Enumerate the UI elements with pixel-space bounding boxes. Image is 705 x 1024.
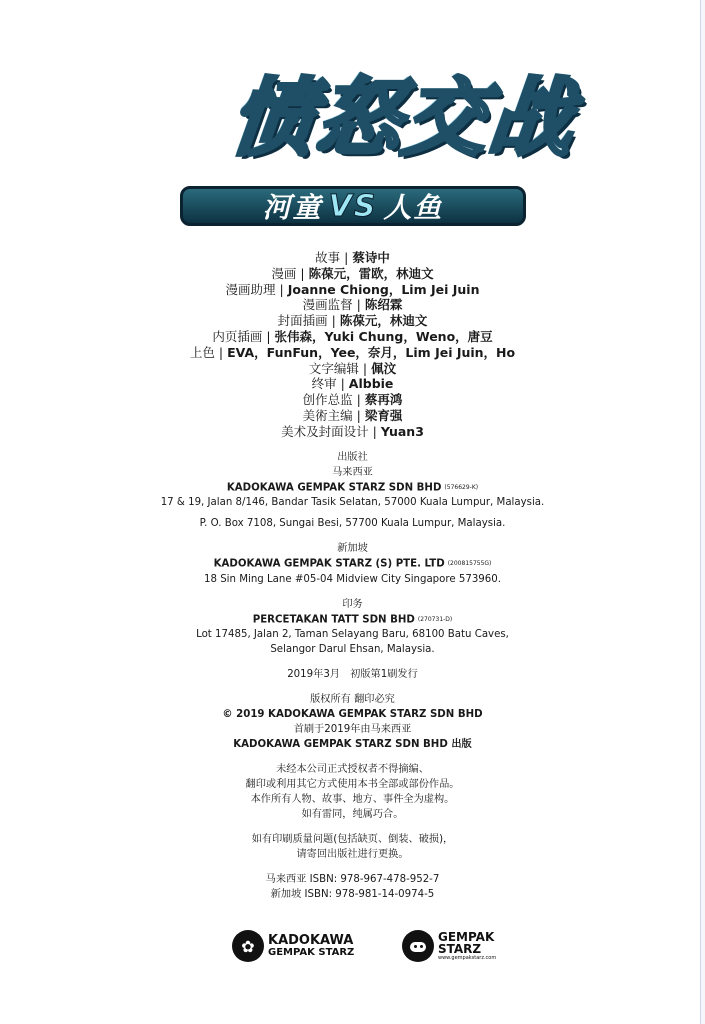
credit-separator: |	[300, 265, 305, 281]
credit-line	[0, 345, 705, 361]
credit-separator: |	[340, 376, 345, 392]
printer-address-2: Selangor Darul Ehsan, Malaysia.	[270, 644, 435, 656]
credit-names: 梁育强	[364, 407, 403, 423]
singapore-address: 18 Sin Ming Lane #05-04 Midview City Singapore 573960.	[204, 573, 501, 585]
isbn-malaysia: 马来西亚 ISBN: 978-967-478-952-7	[265, 874, 440, 886]
copyright-line-2: © 2019 KADOKAWA GEMPAK STARZ SDN BHD	[222, 709, 483, 721]
credit-line	[0, 424, 705, 440]
credit-line	[0, 329, 705, 345]
notice-line-4: 如有雷同，纯属巧合。	[301, 809, 404, 821]
credit-names: 陈绍霖	[364, 297, 403, 313]
subtitle-left: 河童	[262, 191, 323, 224]
credit-names: 张伟森，Yuki Chung，Weno，唐豆	[274, 328, 493, 344]
gempak-wordmark	[438, 931, 496, 962]
credit-role: 文字编辑	[308, 360, 359, 376]
printer-reg-no: (270731-D)	[417, 615, 453, 623]
isbn-singapore: 新加坡 ISBN: 978-981-14-0974-5	[270, 889, 435, 901]
credit-names: EVA，FunFun，Yee，奈月，Lim Jei Juin，Ho	[227, 344, 516, 360]
publisher-address-1: 17 & 19, Jalan 8/146, Bandar Tasik Selatan, 57000 Kuala Lumpur, Malaysia.	[160, 497, 545, 509]
credit-separator: |	[266, 328, 271, 344]
credit-list	[0, 250, 705, 440]
publisher-company-name: KADOKAWA GEMPAK STARZ SDN BHD	[226, 482, 442, 494]
printer-heading: 印务	[342, 598, 363, 610]
credit-line	[0, 376, 705, 392]
credit-role: 封面插画	[277, 313, 328, 329]
notice-line-2: 翻印或利用其它方式使用本书全部或部份作品。	[245, 779, 460, 791]
gempak-starz-logo	[402, 930, 496, 962]
copyright-line-4: KADOKAWA GEMPAK STARZ SDN BHD 出版	[233, 739, 472, 751]
defects-line-1: 如有印刷质量问题(包括缺页、倒装、破损)，	[251, 834, 454, 846]
singapore-company	[0, 556, 705, 572]
credit-separator: |	[372, 423, 377, 439]
credit-line	[0, 361, 705, 377]
publisher-company	[0, 480, 705, 496]
credit-role: 内页插画	[212, 328, 263, 344]
gempak-url: www.gempakstarz.com	[438, 954, 497, 961]
credit-line	[0, 266, 705, 282]
singapore-reg-no: (200815755G)	[447, 560, 492, 568]
credit-line	[0, 408, 705, 424]
credit-line	[0, 250, 705, 266]
credit-role: 漫画	[271, 265, 297, 281]
kadokawa-line-1: KADOKAWA	[268, 932, 354, 948]
credit-role: 故事	[315, 250, 341, 265]
title-logo-text: 愤怒交战	[225, 69, 581, 167]
credit-separator: |	[218, 344, 224, 360]
credit-names: Yuan3	[380, 423, 424, 439]
credit-line	[0, 297, 705, 313]
credit-role: 美术及封面设计	[281, 423, 369, 439]
kadokawa-line-2: GEMPAK STARZ	[268, 946, 355, 958]
credit-names: 蔡再鸿	[364, 392, 403, 408]
printer-company	[0, 612, 705, 628]
singapore-company-name: KADOKAWA GEMPAK STARZ (S) PTE. LTD	[213, 558, 445, 570]
publisher-address-2: P. O. Box 7108, Sungai Besi, 57700 Kuala Lumpur, Malaysia.	[199, 518, 506, 530]
kadokawa-logo	[232, 930, 354, 962]
printer-company-name: PERCETAKAN TATT SDN BHD	[252, 614, 415, 626]
publisher-heading: 出版社	[337, 451, 368, 463]
credit-line	[0, 313, 705, 329]
gempak-line-1: GEMPAK	[438, 929, 495, 944]
copyright-line-1: 版权所有 翻印必究	[310, 694, 395, 706]
credit-names: 陈葆元，雷欧，林迪文	[308, 265, 434, 281]
credit-names: 蔡诗中	[352, 250, 390, 265]
brand-logos	[232, 930, 512, 970]
kadokawa-emblem-icon: ✿	[232, 930, 264, 962]
credit-separator: |	[362, 360, 368, 376]
credit-role: 终审	[311, 376, 337, 392]
title-logo-subtitle	[180, 186, 526, 226]
credit-separator: |	[331, 313, 336, 329]
credit-separator: |	[356, 392, 361, 408]
defects-line-2: 请寄回出版社进行更换。	[296, 849, 409, 861]
credit-names: Joanne Chiong，Lim Jei Juin	[287, 281, 480, 297]
gempak-line-2: STARZ	[438, 941, 482, 956]
credit-separator: |	[356, 407, 361, 423]
credit-names: 陈葆元，林迪文	[339, 313, 428, 329]
publisher-reg-no: (576629-K)	[444, 483, 479, 491]
credit-names: Albbie	[348, 376, 394, 392]
credit-role: 漫画监督	[302, 297, 353, 313]
credit-line	[0, 282, 705, 298]
singapore-heading: 新加坡	[337, 543, 368, 555]
credit-separator: |	[344, 250, 349, 265]
notice-line-1: 未经本公司正式授权者不得摘编、	[276, 764, 429, 776]
copyright-line-3: 首刷于2019年由马来西亚	[293, 724, 412, 736]
notice-line-3: 本作所有人物、故事、地方、事件全为虚构。	[250, 794, 455, 806]
colophon	[0, 250, 705, 902]
credit-names: 佩汶	[371, 360, 397, 376]
gempak-mascot-icon	[402, 930, 434, 962]
title-logo	[78, 68, 678, 238]
credit-role: 美術主编	[302, 407, 353, 423]
edition-line: 2019年3月 初版第1刷发行	[287, 669, 418, 681]
credit-role: 上色	[189, 344, 215, 360]
publisher-country: 马来西亚	[332, 466, 373, 478]
credit-separator: |	[356, 297, 361, 313]
credit-role: 漫画助理	[225, 281, 276, 297]
credit-line	[0, 392, 705, 408]
printer-address-1: Lot 17485, Jalan 2, Taman Selayang Baru, 68100 Batu Caves,	[196, 629, 509, 641]
subtitle-right: 人鱼	[383, 191, 444, 224]
credit-separator: |	[279, 281, 284, 297]
kadokawa-wordmark	[268, 934, 354, 959]
credit-role: 创作总监	[302, 392, 353, 408]
subtitle-vs: VS	[328, 188, 378, 224]
